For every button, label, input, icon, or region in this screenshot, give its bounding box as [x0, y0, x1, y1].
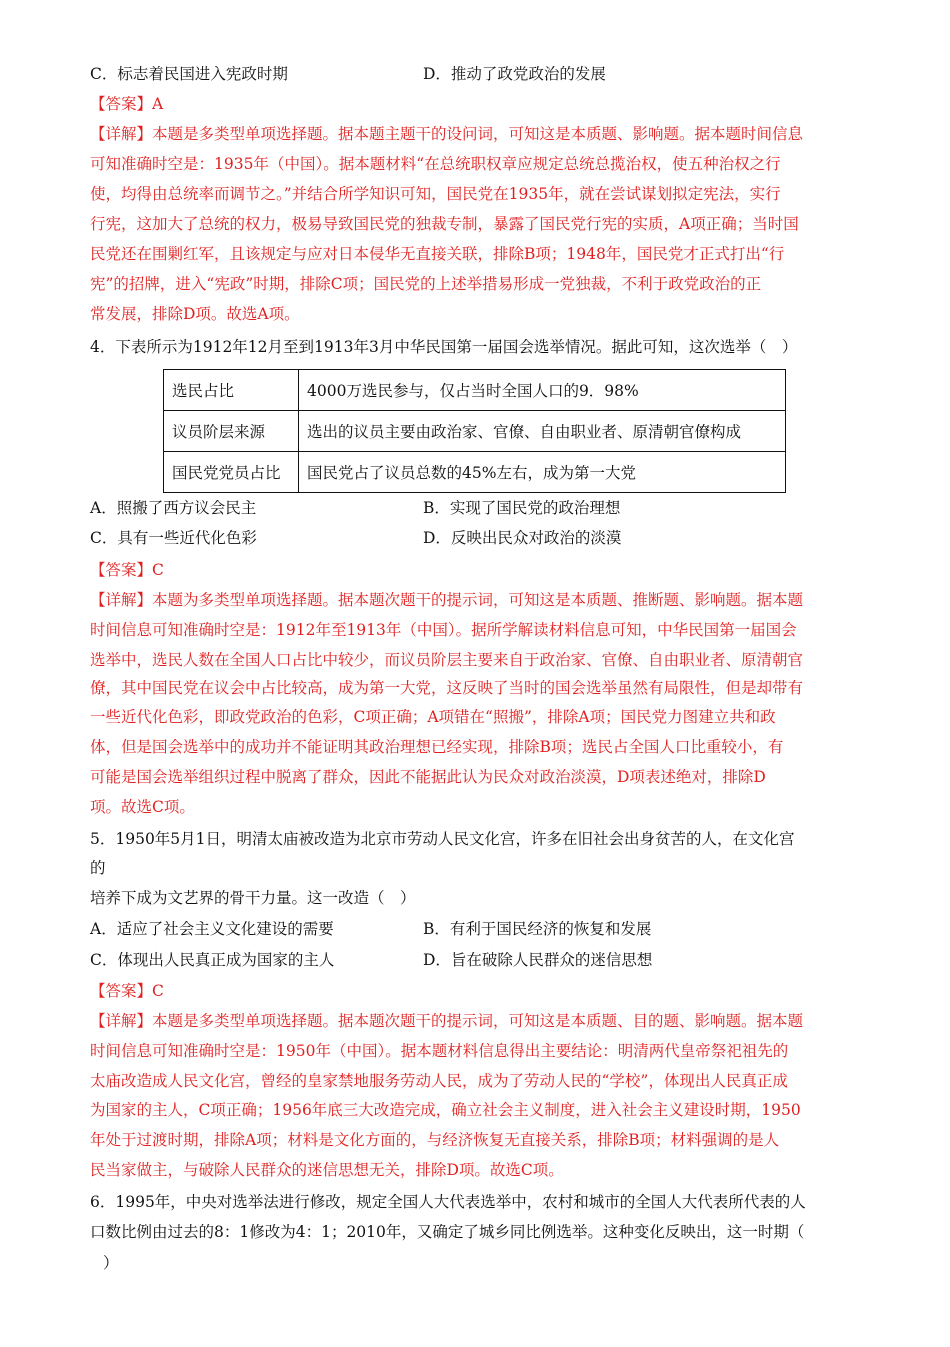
table-row — [164, 452, 786, 493]
q5-stem: 培养下成为文艺界的骨干力量。这一改造（ ） — [90, 889, 416, 907]
q5-explanation-line: 年处于过渡时期，排除A项；材料是文化方面的，与经济恢复无直接关系，排除B项；材料强调的是人 — [90, 1131, 780, 1149]
q4-explanation-line: 时间信息可知准确时空是：1912年至1913年（中国）。据所学解读材料信息可知，中华民国第一届国会 — [90, 621, 797, 639]
q5-explanation-line: 时间信息可知准确时空是：1950年（中国）。据本题材料信息得出主要结论：明清两代皇帝祭祀祖先的 — [90, 1042, 789, 1060]
q4-explanation-line: 可能是国会选举组织过程中脱离了群众，因此不能据此认为民众对政治淡漠，D项表述绝对，排除D — [90, 768, 766, 786]
q4-option-d: D．反映出民众对政治的淡漠 — [423, 529, 622, 547]
q5-stem: 的 — [90, 859, 106, 877]
q5-explanation-line: 为国家的主人，C项正确；1956年底三大改造完成，确立社会主义制度，进入社会主义建设时期，1950 — [90, 1101, 801, 1119]
q6-stem: 6．1995年，中央对选举法进行修改，规定全国人大代表选举中，农村和城市的全国人大代表所代表的人 — [90, 1193, 806, 1211]
q5-explanation-line: 民当家做主，与破除人民群众的迷信思想无关，排除D项。故选C项。 — [90, 1161, 564, 1179]
q3-explanation-line: 可知准确时空是：1935年（中国）。据本题材料“在总统职权章应规定总统总揽治权，使五种治权之行 — [90, 155, 781, 173]
q5-answer: 【答案】C — [90, 982, 164, 1000]
q4-explanation-line: 【详解】本题为多类型单项选择题。据本题次题干的提示词，可知这是本质题、推断题、影响题。据本题 — [90, 591, 804, 609]
table-cell-label: 议员阶层来源 — [164, 411, 299, 452]
q6-stem: ） — [103, 1254, 119, 1272]
table-cell-value: 4000万选民参与，仅占当时全国人口的9．98% — [299, 370, 786, 411]
q4-explanation-line: 选举中，选民人数在全国人口占比中较少，而议员阶层主要来自于政治家、官僚、自由职业者、原清朝官 — [90, 651, 804, 669]
table-row — [164, 411, 786, 452]
q3-option-d: D．推动了政党政治的发展 — [423, 65, 606, 83]
q3-explanation-line: 常发展，排除D项。故选A项。 — [90, 305, 300, 323]
q3-explanation-line: 宪”的招牌，进入“宪政”时期，排除C项；国民党的上述举措易形成一党独裁，不利于政党政治的正 — [90, 275, 762, 293]
q3-explanation-line: 民党还在围剿红军，且该规定与应对日本侵华无直接关联，排除B项；1948年，国民党才正式打出“行 — [90, 245, 785, 263]
q3-option-c: C．标志着民国进入宪政时期 — [90, 65, 288, 83]
q5-explanation-line: 【详解】本题是多类型单项选择题。据本题次题干的提示词，可知这是本质题、目的题、影响题。据本题 — [90, 1012, 804, 1030]
q5-stem: 5．1950年5月1日，明清太庙被改造为北京市劳动人民文化宫，许多在旧社会出身贫苦的人，在文化宫 — [90, 830, 795, 848]
q5-option-b: B．有利于国民经济的恢复和发展 — [423, 920, 652, 938]
q4-option-a: A．照搬了西方议会民主 — [90, 499, 257, 517]
table-cell-label: 国民党党员占比 — [164, 452, 299, 493]
q4-option-c: C．具有一些近代化色彩 — [90, 529, 257, 547]
table-cell-label: 选民占比 — [164, 370, 299, 411]
q4-election-table — [163, 369, 786, 493]
q6-stem: 口数比例由过去的8：1修改为4：1；2010年，又确定了城乡同比例选举。这种变化反映出，这一时期（ — [90, 1223, 805, 1241]
q5-option-a: A．适应了社会主义文化建设的需要 — [90, 920, 334, 938]
table-cell-value: 国民党占了议员总数的45%左右，成为第一大党 — [299, 452, 786, 493]
q3-explanation-line: 【详解】本题是多类型单项选择题。据本题主题干的设问词，可知这是本质题、影响题。据本题时间信息 — [90, 125, 804, 143]
q5-option-c: C．体现出人民真正成为国家的主人 — [90, 951, 335, 969]
q3-explanation-line: 使，均得由总统率而调节之。”并结合所学知识可知，国民党在1935年，就在尝试谋划拟定宪法，实行 — [90, 185, 781, 203]
q3-answer: 【答案】A — [90, 95, 164, 113]
q4-answer: 【答案】C — [90, 561, 164, 579]
q3-explanation-line: 行宪，这加大了总统的权力，极易导致国民党的独裁专制，暴露了国民党行宪的实质，A项正确；当时国 — [90, 215, 799, 233]
q4-stem: 4．下表所示为1912年12月至到1913年3月中华民国第一届国会选举情况。据此可知，这次选举（ ） — [90, 338, 798, 356]
q4-explanation-line: 一些近代化色彩，即政党政治的色彩，C项正确；A项错在“照搬”，排除A项；国民党力图建立共和政 — [90, 708, 776, 726]
q4-explanation-line: 僚，其中国民党在议会中占比较高，成为第一大党，这反映了当时的国会选举虽然有局限性，但是却带有 — [90, 679, 804, 697]
q5-explanation-line: 太庙改造成人民文化宫，曾经的皇家禁地服务劳动人民，成为了劳动人民的“学校”，体现出人民真正成 — [90, 1072, 788, 1090]
q4-option-b: B．实现了国民党的政治理想 — [423, 499, 621, 517]
q5-option-d: D．旨在破除人民群众的迷信思想 — [423, 951, 653, 969]
table-cell-value: 选出的议员主要由政治家、官僚、自由职业者、原清朝官僚构成 — [299, 411, 786, 452]
q4-explanation-line: 体，但是国会选举中的成功并不能证明其政治理想已经实现，排除B项；选民占全国人口比重较小，有 — [90, 738, 784, 756]
q4-explanation-line: 项。故选C项。 — [90, 798, 195, 816]
table-row — [164, 370, 786, 411]
